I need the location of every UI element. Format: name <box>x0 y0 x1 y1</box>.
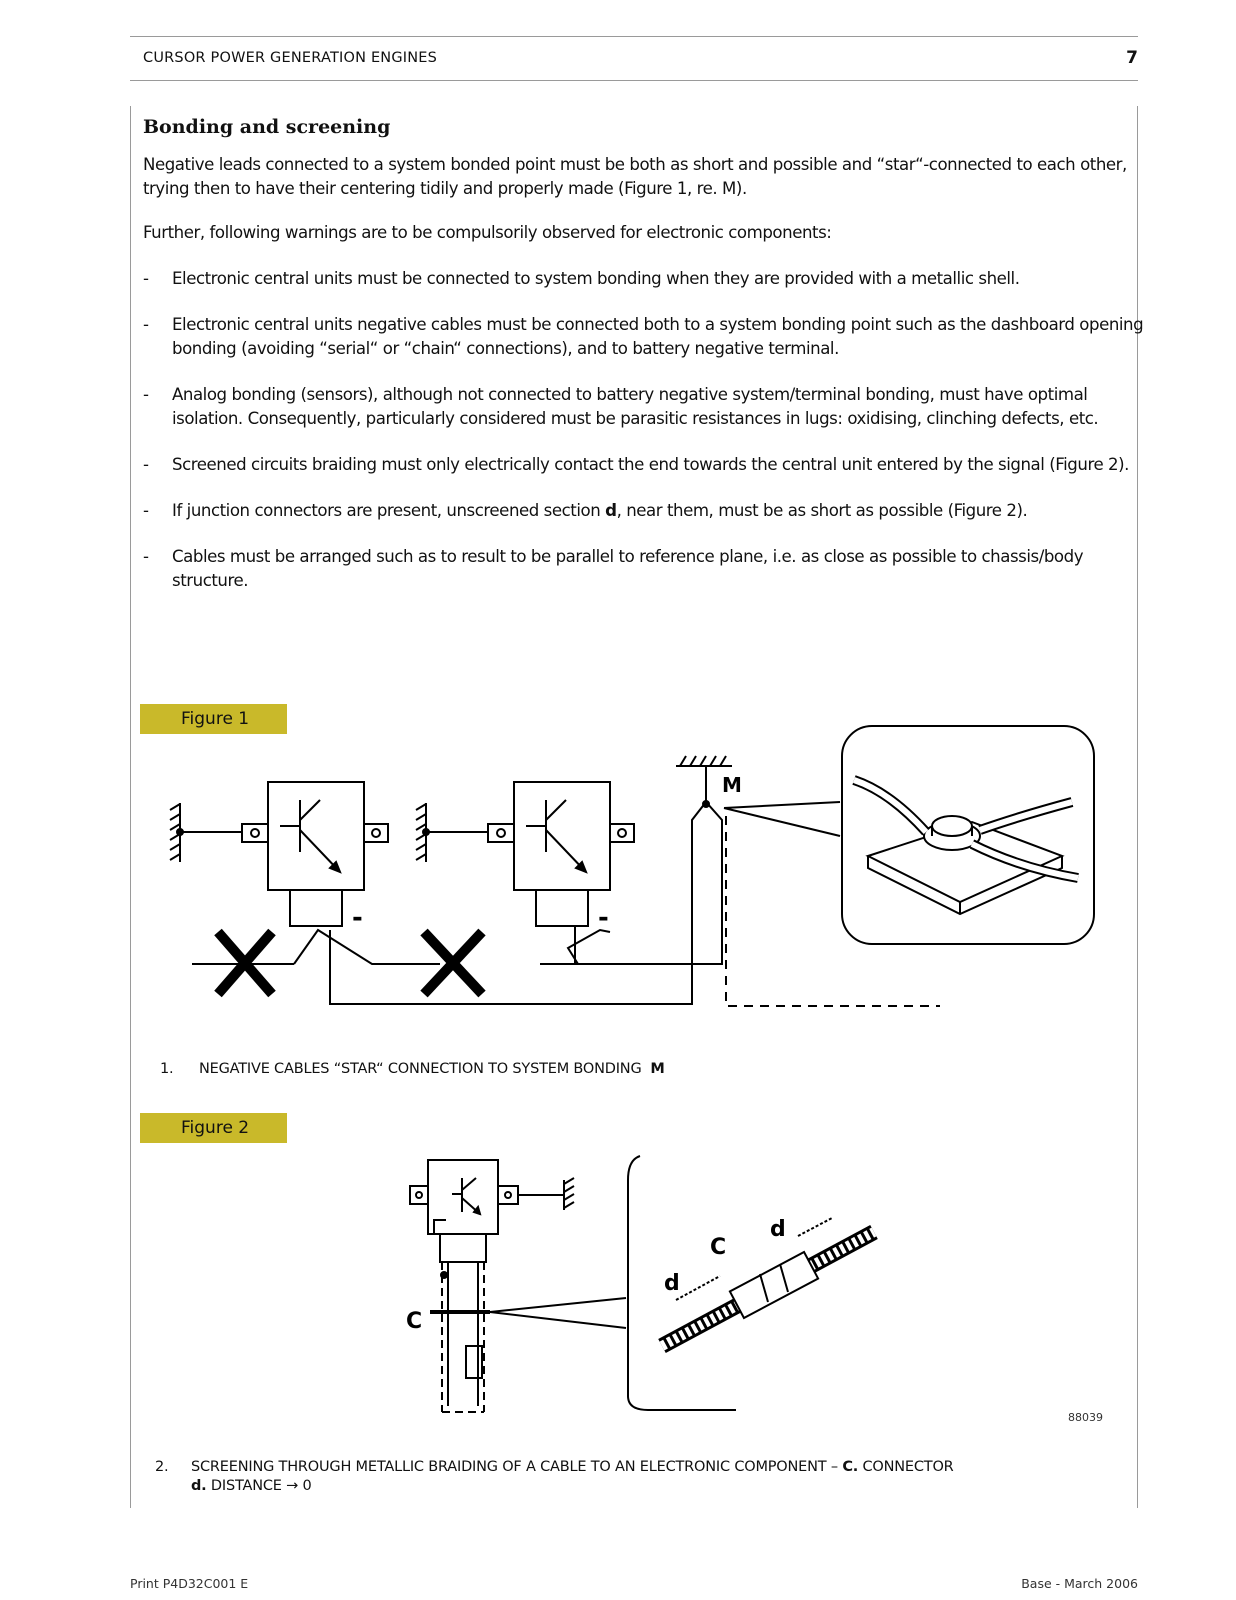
bullet-item <box>143 267 1153 291</box>
figure-2-label: Figure 2 <box>140 1113 287 1143</box>
ecu-box-2 <box>514 782 610 890</box>
marker-c-left: C <box>406 1309 423 1334</box>
figure-1-caption: 1. NEGATIVE CABLES “STAR“ CONNECTION TO SYSTEM BONDING M <box>160 1061 665 1077</box>
header-title: CURSOR POWER GENERATION ENGINES <box>143 50 438 66</box>
footer-right: Base - March 2006 <box>1021 1576 1138 1591</box>
bullet-text: Electronic central units must be connected to system bonding when they are provided with a metallic shell. <box>172 269 1020 288</box>
bullet-text: Analog bonding (sensors), although not connected to battery negative system/terminal bonding, must have optimal isolation. Consequently, particularly considered must be parasitic resistances in lugs: oxidising, clinching defects, etc. <box>172 385 1099 428</box>
resistor <box>466 1346 482 1378</box>
footer-left: Print P4D32C001 E <box>130 1576 249 1591</box>
figure-2-diagram <box>380 1150 1120 1430</box>
bold-d: d <box>605 501 617 520</box>
header-top-rule <box>130 36 1138 37</box>
page-number: 7 <box>1126 48 1138 68</box>
bullet-item <box>143 545 1153 593</box>
bullet-dash: - <box>143 547 149 566</box>
bullet-text: Screened circuits braiding must only electrically contact the end towards the central unit entered by the signal (Figure 2). <box>172 455 1130 474</box>
bullet-dash: - <box>143 269 149 288</box>
minus-sign-2: - <box>598 903 609 933</box>
marker-d-right: d <box>770 1217 786 1242</box>
bullet-item <box>143 453 1153 477</box>
marker-d-left: d <box>664 1271 680 1296</box>
section-title: Bonding and screening <box>143 116 391 138</box>
marker-m: M <box>722 773 742 797</box>
bullet-dash: - <box>143 315 149 334</box>
figure-code: 88039 <box>1068 1411 1103 1424</box>
bullet-item <box>143 383 1153 431</box>
marker-c-right: C <box>710 1235 727 1260</box>
bullet-item <box>143 313 1153 361</box>
frame-left-border <box>130 106 131 1508</box>
ground-hatch-top <box>676 756 732 766</box>
bullet-text: Electronic central units negative cables must be connected both to a system bonding point such as the dashboard opening bonding (avoiding “serial“ or “chain“ connections), and to battery negative terminal. <box>172 315 1144 358</box>
ecu-box-1 <box>268 782 364 890</box>
intro-paragraph: Negative leads connected to a system bonded point must be both as short and possible and “star“-connected to each other, trying then to have their centering tidily and properly made (Figure 1, re. M). <box>143 155 1127 198</box>
figure-2-caption-line-2: d. DISTANCE → 0 <box>191 1478 312 1494</box>
bullet-text: If junction connectors are present, unscreened section d, near them, must be as short as possible (Figure 2). <box>172 501 1028 520</box>
warnings-intro: Further, following warnings are to be compulsorily observed for electronic components: <box>143 223 832 242</box>
figure-2-caption-line-1: 2. SCREENING THROUGH METALLIC BRAIDING OF A CABLE TO AN ELECTRONIC COMPONENT – C. CONNECTOR <box>155 1459 954 1475</box>
bullet-dash: - <box>143 455 149 474</box>
header-bottom-rule <box>130 80 1138 81</box>
bullet-text: Cables must be arranged such as to result to be parallel to reference plane, i.e. as close as possible to chassis/body structure. <box>172 547 1084 590</box>
bullet-dash: - <box>143 501 149 520</box>
figure-2-caption <box>155 1458 954 1496</box>
bullet-dash: - <box>143 385 149 404</box>
figure-1-diagram <box>160 720 1120 1040</box>
figure-1-label: Figure 1 <box>140 704 287 734</box>
bullet-item <box>143 499 1153 523</box>
minus-sign-1: - <box>352 903 363 933</box>
ground-hatch-fig2 <box>564 1178 574 1210</box>
